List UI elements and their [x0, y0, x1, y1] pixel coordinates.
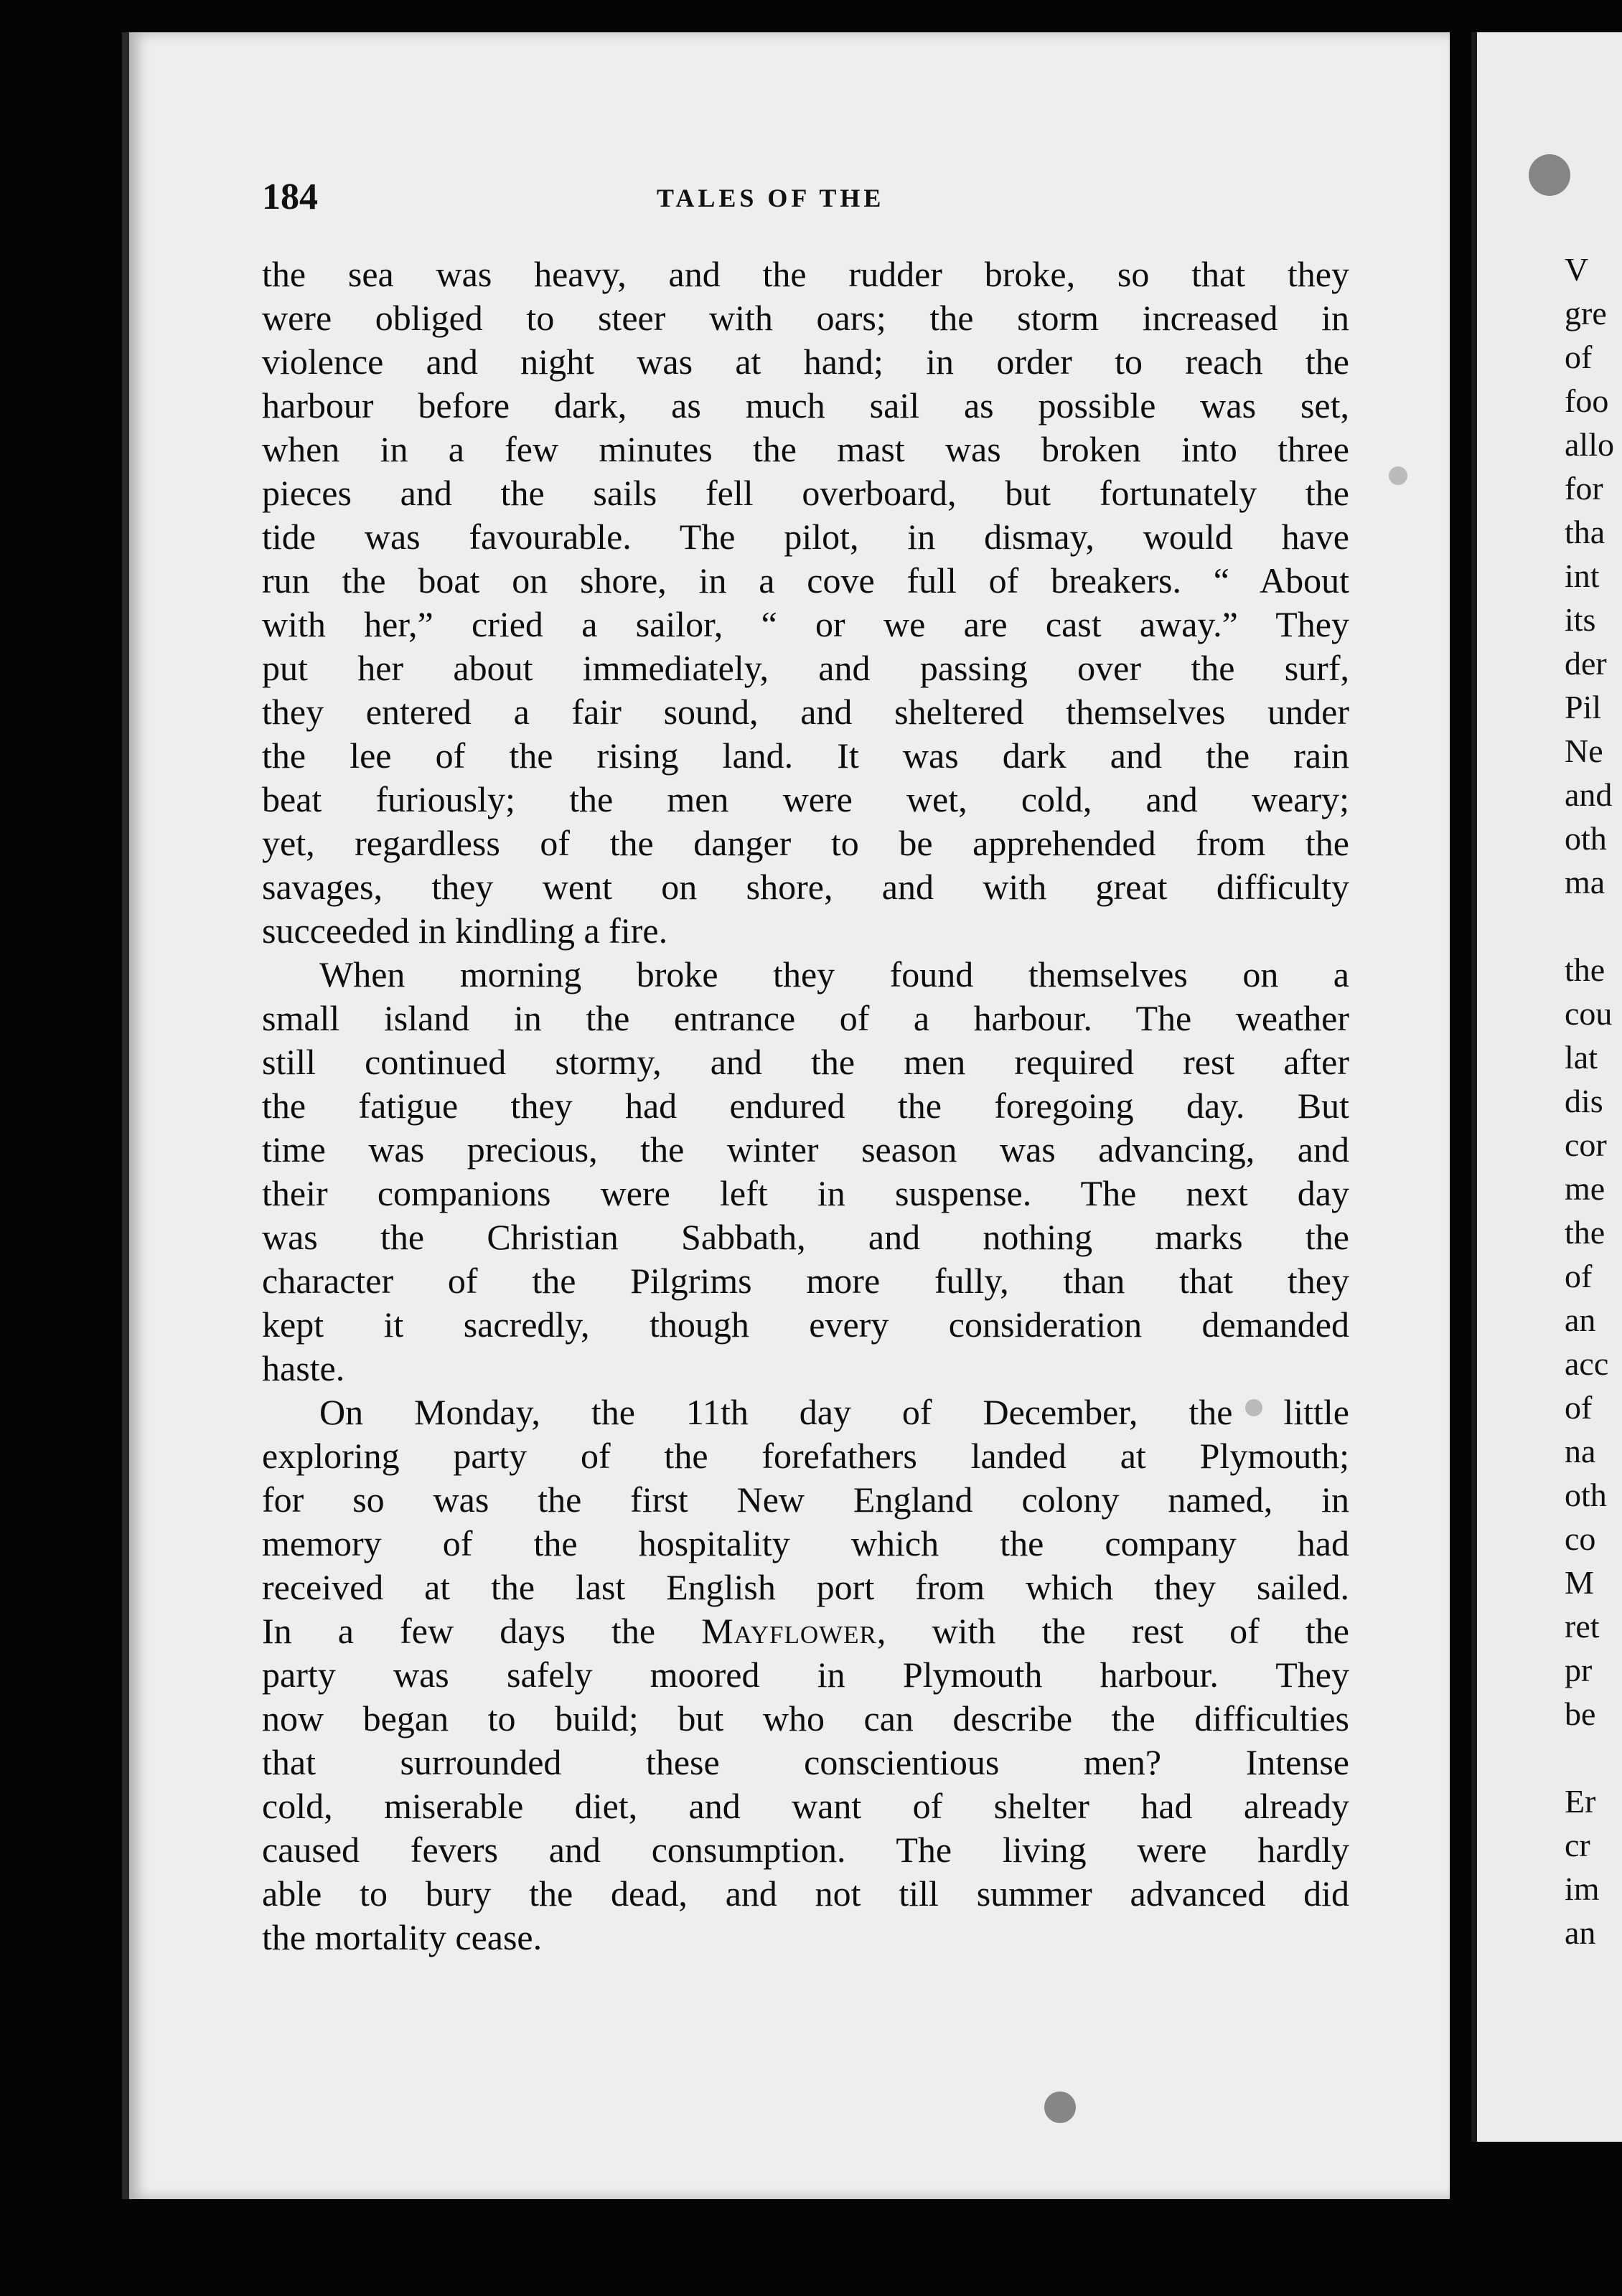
facing-fragment: the [1565, 951, 1605, 988]
facing-fragment: Pil [1565, 689, 1602, 725]
running-head: TALES OF THE [657, 184, 885, 212]
facing-fragment: oth [1565, 1477, 1607, 1513]
facing-fragment: dis [1565, 1083, 1603, 1119]
text-line: On Monday, the 11th day of December, the little [319, 1392, 1349, 1432]
facing-fragment: der [1565, 645, 1607, 682]
facing-fragment: acc [1565, 1345, 1609, 1382]
ship-line-suffix: , with the rest of the [876, 1611, 1349, 1651]
facing-fragment: gre [1565, 295, 1607, 331]
facing-fragment [1565, 904, 1622, 948]
facing-fragment: allo [1565, 426, 1614, 463]
text-line: character of the Pilgrims more fully, than that they [262, 1261, 1349, 1301]
text-line: party was safely moored in Plymouth harbour. They [262, 1655, 1349, 1695]
text-line: small island in the entrance of a harbour. The weather [262, 998, 1349, 1038]
text-line: still continued stormy, and the men required rest after [262, 1042, 1349, 1082]
text-line: they entered a fair sound, and sheltered themselves under [262, 692, 1349, 732]
text-line: the lee of the rising land. It was dark and the rain [262, 735, 1349, 776]
text-line: time was precious, the winter season was advancing, and [262, 1129, 1349, 1170]
facing-fragment: an [1565, 1302, 1596, 1338]
text-line: for so was the first New England colony named, in [262, 1479, 1349, 1520]
text-line: their companions were left in suspense. The next day [262, 1173, 1349, 1213]
text-line: were obliged to steer with oars; the storm increased in [262, 298, 1349, 338]
ship-line-prefix: In a few days the [262, 1611, 702, 1651]
text-line: received at the last English port from which they sailed. [262, 1567, 1349, 1607]
facing-fragment: be [1565, 1695, 1596, 1732]
facing-fragment: ret [1565, 1608, 1600, 1645]
page-blemish [1529, 154, 1570, 196]
facing-fragment: M [1565, 1564, 1594, 1601]
text-line: yet, regardless of the danger to be apprehended from the [262, 823, 1349, 863]
text-line: savages, they went on shore, and with great difficulty [262, 867, 1349, 907]
text-line: was the Christian Sabbath, and nothing marks the [262, 1217, 1349, 1257]
text-line: the mortality cease. [262, 1917, 543, 1957]
facing-fragment: cou [1565, 995, 1613, 1032]
facing-fragment: an [1565, 1914, 1596, 1951]
facing-fragment: of [1565, 1258, 1593, 1294]
text-line: with her,” cried a sailor, “ or we are cast away.” They [262, 604, 1349, 644]
facing-fragment: of [1565, 1389, 1593, 1426]
facing-fragment: foo [1565, 382, 1609, 419]
facing-page-fragments [1565, 248, 1622, 1954]
facing-fragment: co [1565, 1520, 1596, 1557]
text-line: violence and night was at hand; in order to reach the [262, 342, 1349, 382]
text-line: memory of the hospitality which the company had [262, 1523, 1349, 1563]
facing-fragment: V [1565, 251, 1589, 288]
text-line: put her about immediately, and passing over the surf, [262, 648, 1349, 688]
text-line [262, 1609, 1349, 1653]
facing-fragment: lat [1565, 1039, 1598, 1076]
page-blemish [1389, 466, 1407, 485]
page-header [262, 176, 1339, 226]
page-number: 184 [262, 177, 318, 217]
page-blemish [1044, 2092, 1076, 2123]
text-line: cold, miserable diet, and want of shelter had already [262, 1786, 1349, 1826]
facing-fragment: Ne [1565, 733, 1603, 769]
text-line: beat furiously; the men were wet, cold, and weary; [262, 779, 1349, 819]
facing-fragment: its [1565, 601, 1596, 638]
text-line: when in a few minutes the mast was broken into three [262, 429, 1349, 469]
text-line: able to bury the dead, and not till summer advanced did [262, 1873, 1349, 1914]
facing-fragment: oth [1565, 820, 1607, 857]
facing-fragment: tha [1565, 514, 1605, 550]
text-line: succeeded in kindling a fire. [262, 911, 668, 951]
body-text [262, 253, 1349, 1959]
facing-fragment [1565, 1736, 1622, 1779]
text-line: exploring party of the forefathers landed at Plymouth; [262, 1436, 1349, 1476]
facing-fragment: and [1565, 776, 1613, 813]
text-line: harbour before dark, as much sail as possible was set, [262, 385, 1349, 425]
text-line: now began to build; but who can describe the difficulties [262, 1698, 1349, 1739]
text-line: haste. [262, 1348, 345, 1388]
facing-fragment: Er [1565, 1783, 1596, 1820]
facing-fragment: ma [1565, 864, 1605, 900]
text-line: that surrounded these conscientious men? Intense [262, 1742, 1349, 1782]
facing-fragment: for [1565, 470, 1603, 507]
text-line: the sea was heavy, and the rudder broke, so that they [262, 254, 1349, 294]
text-line: When morning broke they found themselves on a [319, 954, 1349, 994]
text-line: tide was favourable. The pilot, in dismay, would have [262, 517, 1349, 557]
facing-fragment: me [1565, 1170, 1605, 1207]
ship-name: Mayflower [701, 1611, 877, 1651]
facing-fragment: na [1565, 1433, 1596, 1469]
facing-fragment: the [1565, 1214, 1605, 1251]
text-line: the fatigue they had endured the foregoing day. But [262, 1086, 1349, 1126]
facing-fragment: pr [1565, 1652, 1593, 1688]
text-line: kept it sacredly, though every consideration demanded [262, 1304, 1349, 1345]
text-line: caused fevers and consumption. The living were hardly [262, 1830, 1349, 1870]
text-line: run the boat on shore, in a cove full of breakers. “ About [262, 560, 1349, 601]
facing-fragment: cr [1565, 1827, 1590, 1863]
facing-fragment: cor [1565, 1126, 1607, 1163]
facing-fragment: im [1565, 1871, 1600, 1907]
facing-fragment: of [1565, 339, 1593, 375]
facing-fragment: int [1565, 557, 1600, 594]
text-line: pieces and the sails fell overboard, but fortunately the [262, 473, 1349, 513]
